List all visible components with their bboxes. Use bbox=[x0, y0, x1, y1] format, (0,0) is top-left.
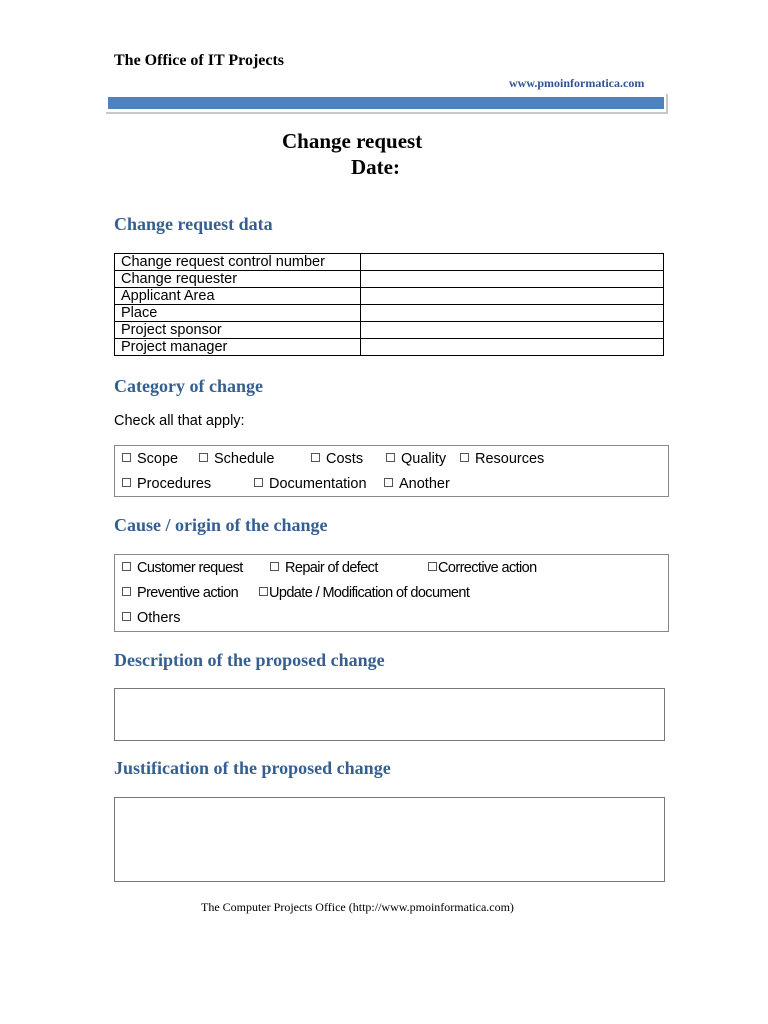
row-label: Project manager bbox=[115, 339, 361, 356]
table-row bbox=[115, 305, 664, 322]
organization-name: The Office of IT Projects bbox=[114, 52, 285, 69]
checkbox-option-customer-request[interactable]: Customer request bbox=[122, 560, 243, 576]
row-value-field[interactable] bbox=[361, 288, 664, 305]
row-label: Change request control number bbox=[115, 254, 361, 271]
row-label: Place bbox=[115, 305, 361, 322]
website-link[interactable]: www.pmoinformatica.com bbox=[509, 76, 645, 90]
table-row bbox=[115, 288, 664, 305]
checkbox-icon[interactable] bbox=[122, 562, 131, 571]
checkbox-icon[interactable] bbox=[254, 478, 263, 487]
description-textarea[interactable] bbox=[114, 688, 665, 741]
section-heading-request-data: Change request data bbox=[114, 214, 273, 234]
checkbox-option-scope[interactable]: Scope bbox=[122, 451, 178, 467]
table-row bbox=[115, 254, 664, 271]
checkbox-icon[interactable] bbox=[460, 453, 469, 462]
checkbox-icon[interactable] bbox=[428, 562, 437, 571]
checkbox-icon[interactable] bbox=[122, 478, 131, 487]
row-label: Project sponsor bbox=[115, 322, 361, 339]
category-options-box bbox=[114, 445, 669, 497]
checkbox-option-schedule[interactable]: Schedule bbox=[199, 451, 274, 467]
row-label: Change requester bbox=[115, 271, 361, 288]
checkbox-option-corrective-action[interactable]: Corrective action bbox=[428, 560, 537, 576]
document-title: Change request bbox=[282, 129, 423, 153]
row-label: Applicant Area bbox=[115, 288, 361, 305]
section-heading-category: Category of change bbox=[114, 376, 263, 396]
checkbox-option-quality[interactable]: Quality bbox=[386, 451, 446, 467]
checkbox-option-repair-of-defect[interactable]: Repair of defect bbox=[270, 560, 378, 576]
checkbox-option-update-document[interactable]: Update / Modification of document bbox=[259, 585, 469, 601]
checkbox-icon[interactable] bbox=[386, 453, 395, 462]
checkbox-icon[interactable] bbox=[259, 587, 268, 596]
checkbox-icon[interactable] bbox=[122, 587, 131, 596]
row-value-field[interactable] bbox=[361, 271, 664, 288]
category-instruction: Check all that apply: bbox=[114, 413, 245, 429]
header-accent-bar bbox=[108, 97, 664, 109]
checkbox-option-procedures[interactable]: Procedures bbox=[122, 476, 211, 492]
checkbox-icon[interactable] bbox=[384, 478, 393, 487]
table-row bbox=[115, 271, 664, 288]
date-label: Date: bbox=[351, 155, 400, 179]
cause-options-box bbox=[114, 554, 669, 632]
checkbox-option-preventive-action[interactable]: Preventive action bbox=[122, 585, 238, 601]
checkbox-option-costs[interactable]: Costs bbox=[311, 451, 363, 467]
checkbox-option-another[interactable]: Another bbox=[384, 476, 450, 492]
checkbox-icon[interactable] bbox=[311, 453, 320, 462]
checkbox-option-others[interactable]: Others bbox=[122, 610, 181, 626]
row-value-field[interactable] bbox=[361, 339, 664, 356]
table-row bbox=[115, 322, 664, 339]
request-data-table bbox=[114, 253, 664, 356]
footer-text: The Computer Projects Office (http://www.pmoinformatica.com) bbox=[201, 900, 514, 914]
checkbox-option-documentation[interactable]: Documentation bbox=[254, 476, 367, 492]
row-value-field[interactable] bbox=[361, 254, 664, 271]
section-heading-cause: Cause / origin of the change bbox=[114, 515, 328, 535]
justification-textarea[interactable] bbox=[114, 797, 665, 882]
checkbox-option-resources[interactable]: Resources bbox=[460, 451, 544, 467]
checkbox-icon[interactable] bbox=[122, 612, 131, 621]
checkbox-icon[interactable] bbox=[270, 562, 279, 571]
table-row bbox=[115, 339, 664, 356]
section-heading-justification: Justification of the proposed change bbox=[114, 758, 391, 778]
row-value-field[interactable] bbox=[361, 322, 664, 339]
checkbox-icon[interactable] bbox=[199, 453, 208, 462]
section-heading-description: Description of the proposed change bbox=[114, 650, 385, 670]
row-value-field[interactable] bbox=[361, 305, 664, 322]
checkbox-icon[interactable] bbox=[122, 453, 131, 462]
